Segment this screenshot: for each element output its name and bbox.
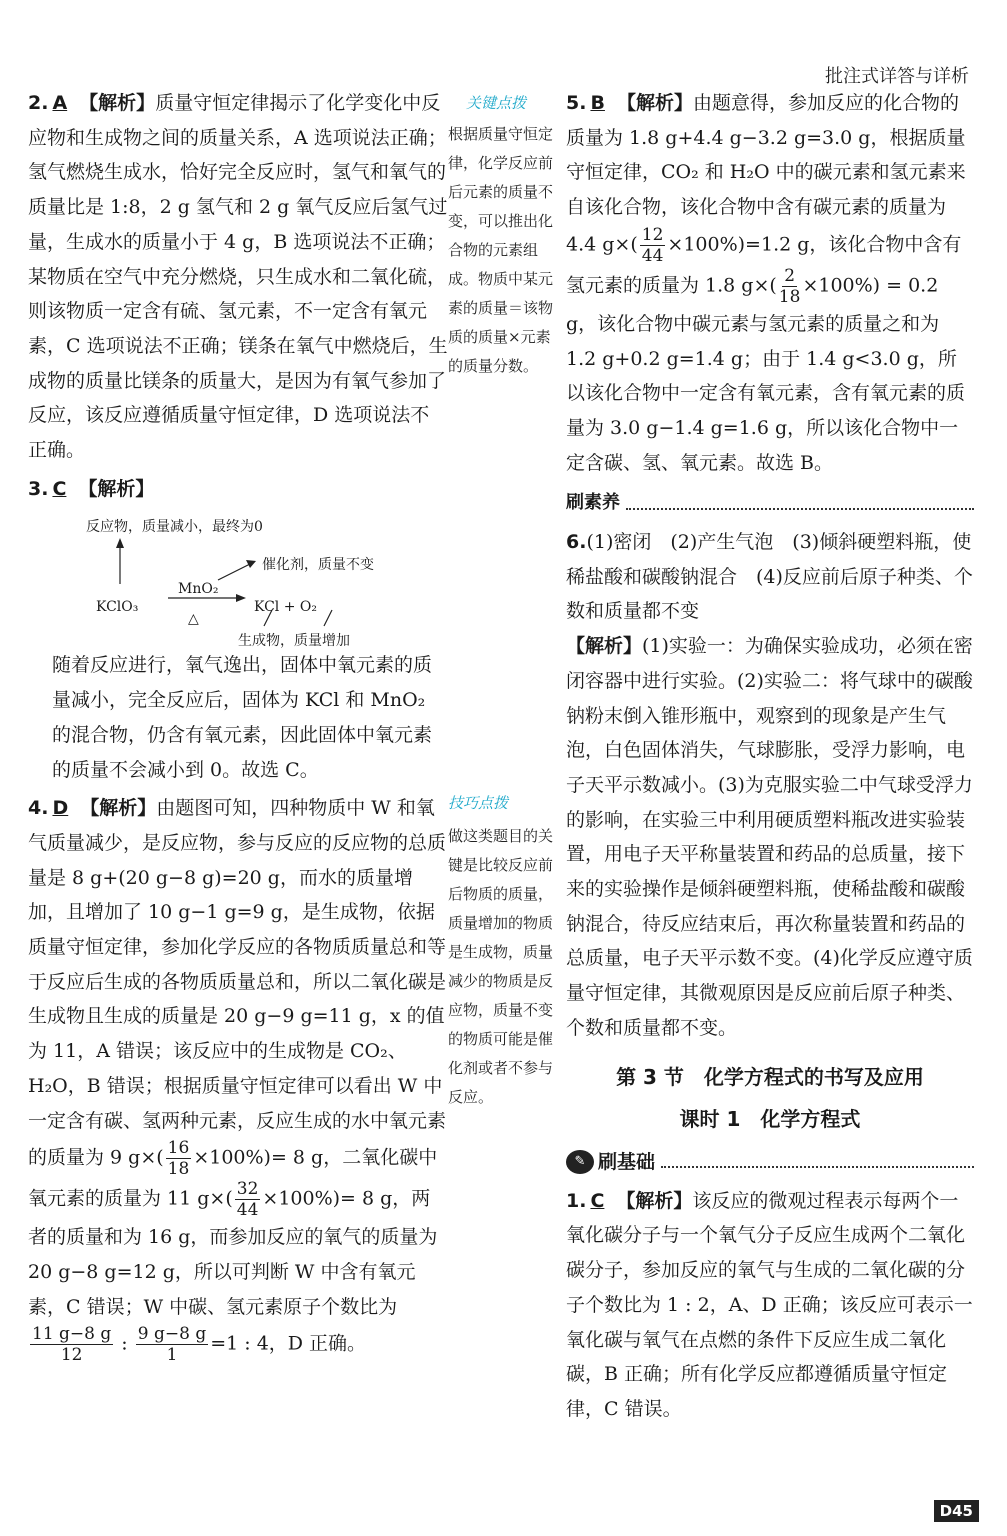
question-1 — [566, 1184, 974, 1427]
reaction-diagram — [28, 506, 448, 648]
section-title: 第 3 节 化学方程式的书写及应用 — [616, 1064, 924, 1089]
analysis-tag: 【解析】 — [80, 797, 157, 820]
basic-badge — [566, 1145, 655, 1180]
section-label: 刷素养 — [566, 492, 620, 514]
left-column — [28, 86, 448, 1365]
answer-letter: B — [590, 92, 605, 114]
products-formula: KCl + O₂ — [254, 599, 317, 616]
page-header: 批注式详答与详析 — [825, 66, 969, 87]
analysis-text: ×100%)= 8 g，二氧化碳中氧元素的质量为 11 g×( — [28, 1146, 438, 1210]
question-4: 4. D 【解析】由题图可知，四种物质中 W 和氧气质量减少，是反应物，参与反应的反应物的总质量是 8 g+(20 g−8 g)=20 g，而水的质量增加，且增加了 10 g−1 g=9 g，是生成物，依据质量守恒定律，参加化学反应的各物质质量总和等于反应后生成的各物质质量总和，所以二氧化碳是生成物且生成的质量是 20 g−9 g=11 g，x 的值为 11，A 错误；该反应中的生成物是 CO₂、H₂O，B 错误；根据质量守恒定律可以看出 W 中一定含有碳、氢两种元素，反应生成的水中氧元素的质量为 9 g×( $\frac{16}{18}$ ×100%)= 8 g，二氧化碳中氧元素的质量为 11 g×( $\frac{32}{44}$ ×100%)= 8 g，两者的质量和为 16 g，而参加反应的氧气的质量为 20 g−8 g=12 g，所以可判断 W 中含有氧元素，C 错误；W 中碳、氢元素原子个数比为 $\frac{11 g-8 g}{12}$ : $\frac{9 g-8 g}{1}$ =1 : 4，D 正确。 — [28, 797, 447, 1366]
denominator: 18 — [778, 286, 801, 307]
fraction — [30, 1324, 113, 1365]
pencil-icon: ✎ — [566, 1150, 594, 1174]
page-number: D45 — [934, 1500, 979, 1522]
numerator: 16 — [167, 1138, 190, 1159]
analysis-text: ×100%)= 8 g，两者的质量和为 16 g，而参加反应的氧气的质量为 20 g−8 g=12 g，所以可判断 W 中含有氧元素，C 错误；W 中碳、氢元素原子个数比为 — [28, 1187, 438, 1318]
fraction — [640, 225, 666, 266]
answer-letter: D — [52, 797, 69, 820]
numerator: 2 — [784, 265, 796, 286]
analysis-text: ×100%) = 0.2 g，该化合物中碳元素与氢元素的质量之和为 1.2 g+0.2 g=1.4 g；由于 1.4 g<3.0 g，所以该化合物中一定含有氧元素，含有氧元素的质量为 3.0 g−1.4 g=1.6 g，所以该化合物中一定含碳、氢、氧元素。故选 B。 — [566, 274, 966, 474]
question-6 — [566, 525, 974, 1046]
right-column — [566, 86, 974, 1427]
numerator: 9 g−8 g — [137, 1324, 207, 1345]
denominator: 18 — [167, 1159, 190, 1180]
answer-letter: C — [52, 477, 67, 500]
dotted-rule — [661, 1156, 974, 1168]
question-5 — [566, 86, 974, 480]
side-note-heading: 关键点拨 — [466, 94, 527, 112]
reactant-formula: KClO₃ — [96, 599, 139, 616]
analysis-text: 由题意得，参加反应的化合物的质量为 1.8 g+4.4 g−3.2 g=3.0 g，根据质量守恒定律，CO₂ 和 H₂O 中的碳元素和氢元素来自该化合物，该化合物中含有碳元素的质量为 4.4 g×( — [566, 92, 966, 256]
fraction — [166, 1138, 192, 1179]
analysis-tag: 【解析】 — [616, 92, 693, 114]
analysis-text: 由题图可知，四种物质中 W 和氧气质量减少，是反应物，参与反应的反应物的总质量是 8 g+(20 g−8 g)=20 g，而水的质量增加，且增加了 10 g−1 g=9 g，是生成物，依据质量守恒定律，参加化学反应的各物质质量总和等于反应后生成的各物质质量总和，所以二氧化碳是生成物且生成的质量是 20 g−9 g=11 g，x 的值为 11，A 错误；该反应中的生成物是 CO₂、H₂O，B 错误；根据质量守恒定律可以看出 W 中一定含有碳、氢两种元素，反应生成的水中氧元素的质量为 9 g×( — [28, 797, 447, 1169]
question-number: 3. — [28, 477, 49, 500]
question-number: 5. — [566, 92, 587, 114]
analysis-text: (1)实验一：为确保实验成功，必须在密闭容器中进行实验。(2)实验二：将气球中的碳酸钠粉末倒入锥形瓶中，观察到的现象是产生气泡，白色固体消失，气球膨胀，受浮力影响，电子天平示数减小。(3)为克服实验二中气球受浮力的影响，在实验三中利用硬质塑料瓶改进实验装置，用电子天平称量装置和药品的总质量，接下来的实验操作是倾斜硬塑料瓶，使稀盐酸和碳酸钠混合，待反应结束后，再次称量装置和药品的总质量，电子天平示数不变。(4)化学反应遵守质量守恒定律，其微观原因是反应前后原子种类、个数和质量都不变。 — [566, 635, 973, 1039]
answer-letter: C — [590, 1189, 605, 1212]
question-number: 6. — [566, 531, 587, 554]
numerator: 11 g−8 g — [32, 1324, 112, 1345]
analysis-tag: 【解析】 — [566, 635, 643, 658]
question-3-text: 随着反应进行，氧气逸出，固体中氧元素的质量减小，完全反应后，固体为 KCl 和 MnO₂ 的混合物，仍含有氧元素，因此固体中氧元素的质量不会减小到 0。故选 C。 — [52, 654, 433, 781]
section-label: 刷基础 — [598, 1150, 656, 1173]
section-divider — [566, 486, 974, 521]
side-note-heading: 技巧点拨 — [448, 794, 509, 812]
side-note: 根据质量守恒定律，化学反应前后元素的质量不变，可以推出化合物的元素组成。物质中某元素的质量＝该物质的质量×元素的质量分数。 — [448, 125, 554, 375]
heat-symbol: △ — [188, 611, 199, 628]
numerator: 32 — [236, 1179, 259, 1200]
fraction — [779, 266, 801, 307]
catalyst-formula: MnO₂ — [178, 581, 219, 598]
analysis-tag: 【解析】 — [78, 477, 155, 500]
lesson-title: 课时 1 化学方程式 — [679, 1107, 861, 1132]
question-2 — [28, 86, 448, 468]
analysis-text: =1 : 4，D 正确。 — [210, 1332, 367, 1355]
analysis-tag: 【解析】 — [79, 92, 156, 114]
products-note: 生成物，质量增加 — [238, 633, 350, 650]
question-number: 2. — [28, 92, 49, 114]
side-note: 做这类题目的关键是比较反应前后物质的质量，质量增加的物质是生成物，质量减少的物质是反应物，质量不变的物质可能是催化剂或者不参与反应。 — [448, 827, 554, 1106]
question-3 — [28, 472, 448, 507]
denominator: 44 — [236, 1200, 259, 1221]
basic-section-divider — [566, 1145, 974, 1180]
analysis-text: 质量守恒定律揭示了化学变化中反应物和生成物之间的质量关系，A 选项说法正确；氢气燃烧生成水，恰好完全反应时，氢气和氧气的质量比是 1:8，2 g 氢气和 2 g 氧气反应后氢气过量，生成水的质量小于 4 g，B 选项说法不正确；某物质在空气中充分燃烧，只生成水和二氧化硫，则该物质一定含有硫、氢元素，不一定含有氧元素，C 选项说法不正确；镁条在氧气中燃烧后，生成物的质量比镁条的质量大，是因为有氧气参加了反应，该反应遵循质量守恒定律，D 选项说法不正确。 — [28, 92, 448, 462]
catalyst-note: 催化剂，质量不变 — [262, 557, 374, 574]
denominator: 44 — [641, 245, 664, 266]
dotted-rule — [626, 498, 974, 510]
fraction — [235, 1179, 261, 1220]
question-number: 4. — [28, 797, 49, 820]
answer-letter: A — [52, 92, 68, 114]
denominator: 12 — [60, 1345, 83, 1366]
denominator: 1 — [166, 1345, 178, 1366]
analysis-tag: 【解析】 — [616, 1189, 693, 1212]
reactant-note: 反应物，质量减小，最终为0 — [86, 519, 263, 536]
analysis-text: 该反应的微观过程表示每两个一氧化碳分子与一个氧气分子反应生成两个二氧化碳分子，参加反应的氧气与生成的二氧化碳的分子个数比为 1 : 2，A、D 正确；该反应可表示一氧化碳与氧气在点燃的条件下反应生成二氧化碳，B 正确；所有化学反应都遵循质量守恒定律，C 错误。 — [566, 1189, 973, 1420]
numerator: 12 — [641, 224, 664, 245]
fraction — [136, 1324, 208, 1365]
answer-text: (1)密闭 (2)产生气泡 (3)倾斜硬塑料瓶，使稀盐酸和碳酸钠混合 (4)反应前后原子种类、个数和质量都不变 — [566, 531, 973, 623]
question-number: 1. — [566, 1189, 587, 1212]
analysis-text: ×100%)=1.2 g，该化合物中含有氢元素的质量为 1.8 g×( — [566, 233, 962, 297]
